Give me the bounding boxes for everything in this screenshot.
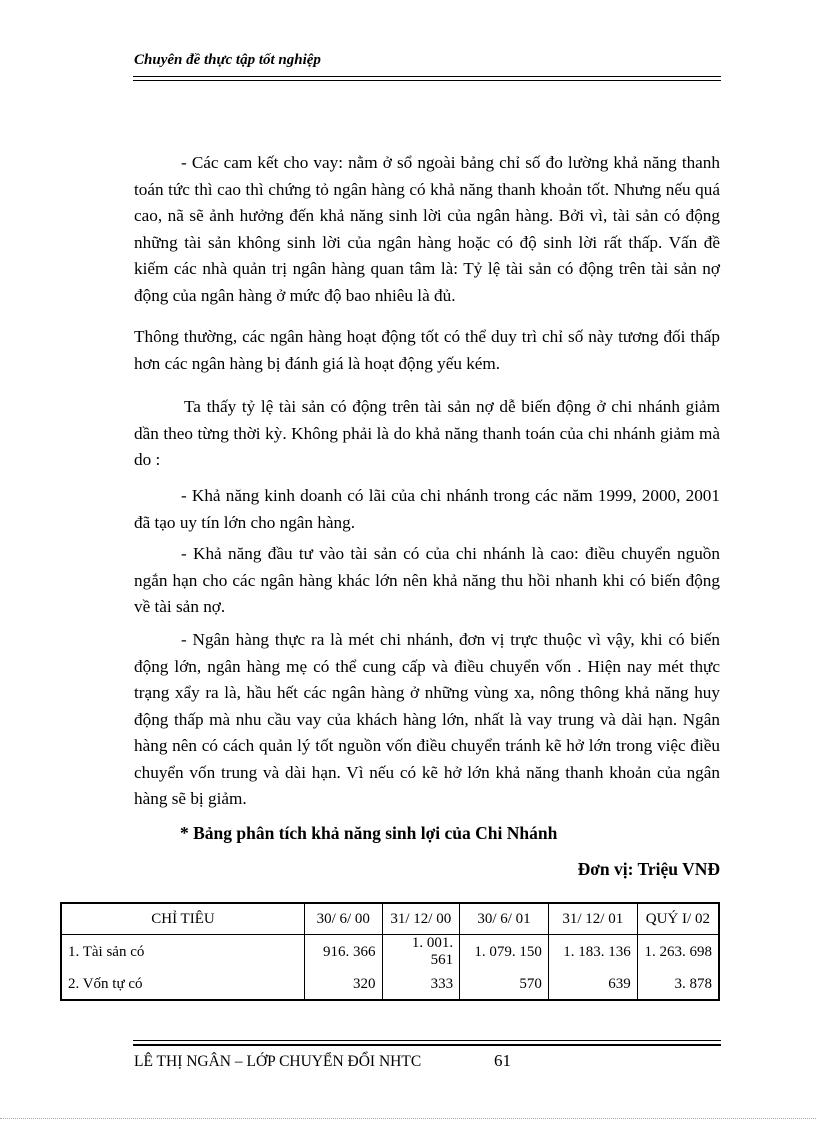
row-label: 1. Tài sản có — [61, 935, 304, 970]
column-header: 30/ 6/ 01 — [460, 903, 549, 935]
author-label: LÊ THỊ NGÂN – LỚP CHUYỂN ĐỔI NHTC — [134, 1053, 422, 1070]
column-header: 31/ 12/ 00 — [382, 903, 460, 935]
column-header: CHỈ TIÊU — [61, 903, 304, 935]
table-cell: 1. 001. 561 — [382, 935, 460, 970]
profitability-table — [60, 902, 720, 1001]
table-cell: 320 — [304, 969, 382, 1000]
paragraph: - Khả năng đầu tư vào tài sản có của chi nhánh là cao: điều chuyển nguồn ngắn hạn cho các ngân hàng khác lớn nên khả năng thu hồi nhanh khi có biến động về tài sản nợ. — [134, 544, 720, 616]
paragraph: - Ngân hàng thực ra là mét chi nhánh, đơn vị trực thuộc vì vậy, khi có biến động lớn, ngân hàng mẹ có thể cung cấp và điều chuyển vốn . Hiện nay mét thực trạng xẩy ra là, hầu hết các ngân hàng ở những vùng xa, nông thông khả năng huy động thấp mà nhu cầu vay của khách hàng lớn, nhất là vay trung và dài hạn. Ngân hàng nên có cách quản lý tốt nguồn vốn điều chuyển tránh kẽ hở lớn trong việc điều chuyển vốn trung và dài hạn. Vì nếu có kẽ hở lớn khả năng thanh khoản của ngân hàng sẽ bị giảm. — [134, 630, 720, 808]
table-cell: 1. 263. 698 — [637, 935, 719, 970]
column-header: QUÝ I/ 02 — [637, 903, 719, 935]
table-cell: 3. 878 — [637, 969, 719, 1000]
column-header: 31/ 12/ 01 — [548, 903, 637, 935]
table-cell: 1. 183. 136 — [548, 935, 637, 970]
footer-rule-thick — [133, 1044, 721, 1046]
header-rule-thin — [133, 80, 721, 81]
document-title: Chuyên đề thực tập tốt nghiệp — [134, 52, 321, 68]
table-cell: 570 — [460, 969, 549, 1000]
unit-label: Đơn vị: Triệu VNĐ — [577, 859, 720, 879]
table-cell: 916. 366 — [304, 935, 382, 970]
table-row — [61, 935, 719, 970]
paragraph: - Khả năng kinh doanh có lãi của chi nhánh trong các năm 1999, 2000, 2001 đã tạo uy tín lớn cho ngân hàng. — [134, 486, 720, 532]
paragraph: Ta thấy tỷ lệ tài sản có động trên tài sản nợ dễ biến động ở chi nhánh giảm dần theo từng thời kỳ. Không phải là do khả năng thanh toán của chi nhánh giảm mà do : — [134, 397, 720, 469]
footer-rule-thin — [133, 1040, 721, 1041]
table-cell: 333 — [382, 969, 460, 1000]
table-cell: 639 — [548, 969, 637, 1000]
table-heading: * Bảng phân tích khả năng sinh lợi của Chi Nhánh — [180, 823, 558, 843]
page-edge-divider — [0, 1118, 816, 1119]
table-cell: 1. 079. 150 — [460, 935, 549, 970]
header-rule-thick — [133, 76, 721, 77]
table-header-row — [61, 903, 719, 935]
column-header: 30/ 6/ 00 — [304, 903, 382, 935]
paragraph: - Các cam kết cho vay: nằm ở sổ ngoài bảng chỉ số đo lường khả năng thanh toán tức thì cao thì chứng tỏ ngân hàng có khả năng thanh khoản tốt. Nhưng nếu quá cao, nã sẽ ảnh hưởng đến khả năng sinh lời của ngân hàng. Bởi vì, tài sản có động những tài sản không sinh lời của ngân hàng hoặc có độ sinh lời rất thấp. Vấn đề kiếm các nhà quản trị ngân hàng quan tâm là: Tỷ lệ tài sản có động trên tài sản nợ động của ngân hàng ở mức độ bao nhiêu là đủ. — [134, 153, 720, 305]
paragraph: Thông thường, các ngân hàng hoạt động tốt có thể duy trì chỉ số này tương đối thấp hơn các ngân hàng bị đánh giá là hoạt động yếu kém. — [134, 327, 720, 373]
row-label: 2. Vốn tự có — [61, 969, 304, 1000]
page-number: 61 — [494, 1051, 511, 1070]
table-row — [61, 969, 719, 1000]
